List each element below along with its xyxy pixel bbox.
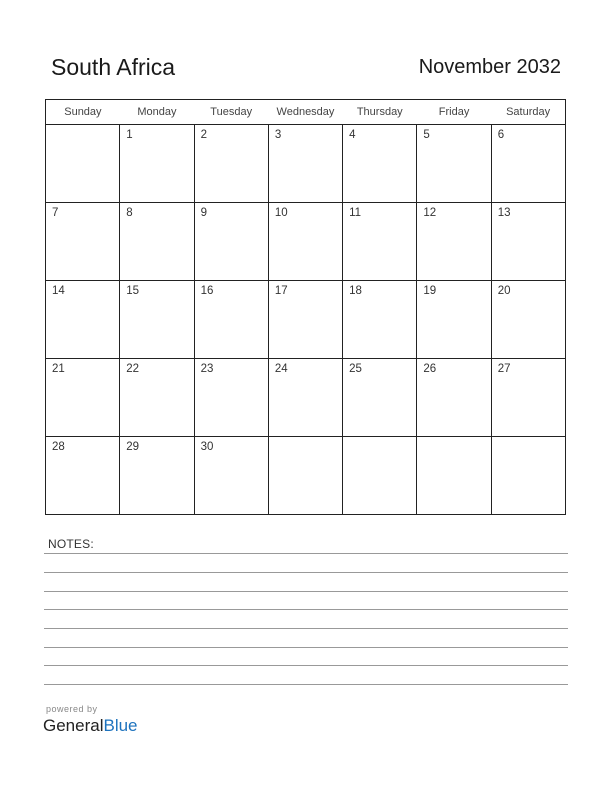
day-cell [417,359,491,437]
week-row [46,359,566,437]
day-number [492,437,565,441]
day-cell [343,281,417,359]
day-number: 21 [52,363,65,375]
day-cell [120,281,194,359]
notes-line [44,665,568,666]
week-row [46,281,566,359]
day-cell [46,125,120,203]
day-number: 25 [349,363,362,375]
day-cell [194,281,268,359]
day-number [46,125,119,129]
day-number: 19 [423,285,437,297]
generalblue-logo [43,716,138,736]
day-number: 3 [274,129,282,141]
day-cell [343,125,417,203]
day-cell [491,203,565,281]
day-cell [194,125,268,203]
day-number: 6 [497,129,505,141]
day-number: 16 [200,285,214,297]
day-number: 1 [126,129,133,141]
day-cell [491,281,565,359]
day-number: 8 [126,207,133,219]
weekday-thursday: Thursday [343,100,417,125]
day-number: 14 [52,285,65,297]
weekday-friday: Friday [417,100,491,125]
day-cell [120,203,194,281]
day-number: 18 [349,285,362,297]
day-number [343,437,416,441]
notes-line [44,591,568,592]
day-cell [268,359,342,437]
week-row [46,437,566,515]
day-number: 12 [423,207,437,219]
notes-line [44,609,568,610]
day-number: 11 [349,207,362,219]
weekday-saturday: Saturday [491,100,565,125]
day-cell [120,125,194,203]
day-number [417,437,490,441]
day-number: 29 [126,441,140,453]
weekday-header-row [46,100,566,125]
day-cell [491,437,565,515]
weekday-sunday: Sunday [46,100,120,125]
month-year-title: November 2032 [418,56,561,78]
day-cell [46,437,120,515]
day-number [269,437,342,441]
day-cell [417,125,491,203]
weekday-tuesday: Tuesday [194,100,268,125]
day-number: 13 [497,207,511,219]
day-number: 5 [423,129,430,141]
day-cell [268,437,342,515]
day-cell [491,359,565,437]
day-number: 15 [126,285,140,297]
day-cell [120,359,194,437]
day-cell [491,125,565,203]
day-cell [417,203,491,281]
notes-line [44,684,568,685]
day-cell [268,281,342,359]
day-number: 22 [126,363,140,375]
day-number: 23 [200,363,214,375]
day-cell [268,203,342,281]
notes-line [44,553,568,554]
day-cell [194,359,268,437]
day-cell [343,203,417,281]
day-number: 7 [52,207,59,219]
week-row [46,203,566,281]
day-cell [194,203,268,281]
day-number: 20 [497,285,511,297]
day-number: 2 [200,129,207,141]
notes-line [44,628,568,629]
weekday-wednesday: Wednesday [268,100,342,125]
day-number: 10 [274,207,288,219]
day-number: 30 [200,441,214,453]
day-cell [417,437,491,515]
day-cell [46,281,120,359]
day-number: 24 [274,363,288,375]
day-cell [343,359,417,437]
week-row [46,125,566,203]
day-cell [46,359,120,437]
notes-label: NOTES: [48,537,94,551]
brand-general: General [43,716,104,735]
day-number: 17 [274,285,288,297]
day-cell [46,203,120,281]
day-number: 26 [423,363,437,375]
day-number: 4 [349,129,356,141]
notes-line [44,572,568,573]
notes-line [44,647,568,648]
day-number: 28 [52,441,65,453]
country-title: South Africa [51,54,176,80]
day-cell [268,125,342,203]
day-cell [194,437,268,515]
day-cell [343,437,417,515]
day-cell [120,437,194,515]
weekday-monday: Monday [120,100,194,125]
brand-blue: Blue [103,716,138,735]
day-cell [417,281,491,359]
day-number: 9 [200,207,207,219]
powered-by-text: powered by [46,704,98,714]
day-number: 27 [497,363,511,375]
calendar-grid [45,99,566,515]
